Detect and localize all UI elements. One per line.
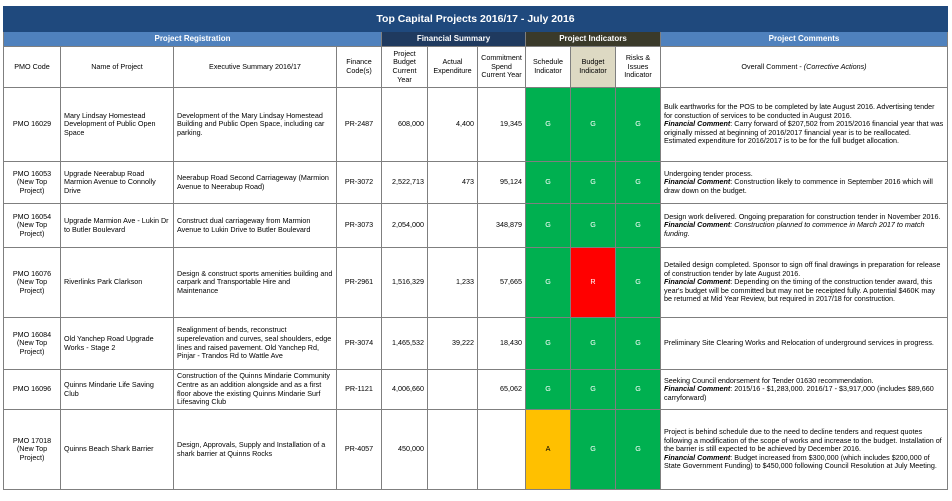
financial-comment-label: Financial Comment xyxy=(664,277,731,287)
project-budget-cell: 4,006,660 xyxy=(382,370,428,410)
project-budget-cell: 1,516,329 xyxy=(382,248,428,318)
actual-expenditure-cell xyxy=(428,410,478,490)
col-budget-indicator: Budget Indicator xyxy=(571,47,616,88)
project-budget-cell: 608,000 xyxy=(382,88,428,162)
group-project-indicators: Project Indicators xyxy=(526,32,661,47)
financial-comment-text: : Carry forward of $207,502 from 2015/2016 financial year that was originally missed at beginning of 2016/2017 financial year is to be reallocated. Estimated expenditure for 2016/2017 is to be for the full budget allocation. xyxy=(664,119,944,146)
col-risks-indicator: Risks & Issues Indicator xyxy=(616,47,661,88)
risks-indicator: G xyxy=(616,410,661,490)
col-actual-expenditure: Actual Expenditure xyxy=(428,47,478,88)
finance-code-cell: PR-4057 xyxy=(337,410,382,490)
corrective-actions-label: (Corrective Actions) xyxy=(803,61,867,71)
table-row xyxy=(4,88,948,162)
executive-summary-cell: Development of the Mary Lindsay Homestead Building and Public Open Space, including car parking. xyxy=(174,88,337,162)
pmo-code-cell: PMO 16053 (New Top Project) xyxy=(4,162,61,204)
finance-code-cell: PR-2961 xyxy=(337,248,382,318)
project-name-cell: Upgrade Neerabup Road Marmion Avenue to Connolly Drive xyxy=(61,162,174,204)
commitment-spend-cell: 18,430 xyxy=(478,318,526,370)
table-row xyxy=(4,248,948,318)
overall-comment-cell xyxy=(661,370,948,410)
overall-comment-cell xyxy=(661,318,948,370)
pmo-code-cell: PMO 16054 (New Top Project) xyxy=(4,204,61,248)
project-name-cell: Riverlinks Park Clarkson xyxy=(61,248,174,318)
overall-comment-cell xyxy=(661,204,948,248)
col-commitment-spend: Commitment Spend Current Year xyxy=(478,47,526,88)
risks-indicator: G xyxy=(616,88,661,162)
project-budget-cell: 450,000 xyxy=(382,410,428,490)
report-title: Top Capital Projects 2016/17 - July 2016 xyxy=(4,7,948,32)
pmo-code-cell: PMO 16029 xyxy=(4,88,61,162)
financial-comment-text: : Construction likely to commence in September 2016 which will draw down on the budget. xyxy=(664,177,933,195)
finance-code-cell: PR-3073 xyxy=(337,204,382,248)
budget-indicator: R xyxy=(571,248,616,318)
financial-comment-label: Financial Comment xyxy=(664,452,731,462)
budget-indicator: G xyxy=(571,88,616,162)
actual-expenditure-cell xyxy=(428,370,478,410)
financial-comment-label: Financial Comment xyxy=(664,177,731,187)
schedule-indicator: G xyxy=(526,370,571,410)
schedule-indicator: G xyxy=(526,88,571,162)
col-overall-comment xyxy=(661,47,948,88)
overall-comment-label: Overall Comment - xyxy=(741,61,804,71)
finance-code-cell: PR-3072 xyxy=(337,162,382,204)
schedule-indicator: G xyxy=(526,318,571,370)
project-name-cell: Quinns Beach Shark Barrier xyxy=(61,410,174,490)
actual-expenditure-cell xyxy=(428,204,478,248)
group-financial-summary: Financial Summary xyxy=(382,32,526,47)
executive-summary-cell: Construction of the Quinns Mindarie Community Centre as an addition alongside and as a first floor above the existing Quinns Mindarie Surf Lifesaving Club xyxy=(174,370,337,410)
commitment-spend-cell: 19,345 xyxy=(478,88,526,162)
project-name-cell: Old Yanchep Road Upgrade Works - Stage 2 xyxy=(61,318,174,370)
project-rows xyxy=(4,88,948,490)
col-executive-summary: Executive Summary 2016/17 xyxy=(174,47,337,88)
financial-comment-label: Financial Comment xyxy=(664,384,731,394)
risks-indicator: G xyxy=(616,318,661,370)
budget-indicator: G xyxy=(571,162,616,204)
pmo-code-cell: PMO 16084 (New Top Project) xyxy=(4,318,61,370)
project-name-cell: Mary Lindsay Homestead Development of Public Open Space xyxy=(61,88,174,162)
executive-summary-cell: Neerabup Road Second Carriageway (Marmion Avenue to Neerabup Road) xyxy=(174,162,337,204)
comment-text: Seeking Council endorsement for Tender 01630 recommendation. xyxy=(664,375,874,385)
commitment-spend-cell: 57,665 xyxy=(478,248,526,318)
comment-text: Undergoing tender process. xyxy=(664,168,753,178)
risks-indicator: G xyxy=(616,370,661,410)
finance-code-cell: PR-1121 xyxy=(337,370,382,410)
financial-comment-label: Financial Comment xyxy=(664,119,731,129)
project-budget-cell: 1,465,532 xyxy=(382,318,428,370)
col-finance-code: Finance Code(s) xyxy=(337,47,382,88)
pmo-code-cell: PMO 17018 (New Top Project) xyxy=(4,410,61,490)
executive-summary-cell: Construct dual carriageway from Marmion Avenue to Lukin Drive to Butler Boulevard xyxy=(174,204,337,248)
comment-text: Design work delivered. Ongoing preparation for construction tender in November 2016. xyxy=(664,211,941,221)
pmo-code-cell: PMO 16096 xyxy=(4,370,61,410)
executive-summary-cell: Design, Approvals, Supply and Installation of a shark barrier at Quinns Rocks xyxy=(174,410,337,490)
risks-indicator: G xyxy=(616,248,661,318)
actual-expenditure-cell: 4,400 xyxy=(428,88,478,162)
schedule-indicator: A xyxy=(526,410,571,490)
schedule-indicator: G xyxy=(526,162,571,204)
overall-comment-cell xyxy=(661,162,948,204)
schedule-indicator: G xyxy=(526,204,571,248)
overall-comment-cell xyxy=(661,410,948,490)
project-name-cell: Upgrade Marmion Ave - Lukin Dr to Butler Boulevard xyxy=(61,204,174,248)
financial-comment-label: Financial Comment xyxy=(664,220,731,230)
executive-summary-cell: Realignment of bends, reconstruct superelevation and curves, seal shoulders, edge lines and raised pavement. Old Yanchep Rd, Pinjar - Trandos Rd to Wattle Ave xyxy=(174,318,337,370)
financial-comment-text: : 2015/16 - $1,283,000. 2016/17 - $3,917,000 (includes $89,660 carryforward) xyxy=(664,384,934,402)
table-row xyxy=(4,162,948,204)
schedule-indicator: G xyxy=(526,248,571,318)
comment-text: Project is behind schedule due to the need to decline tenders and request quotes following a modification of the scope of works and increase to the budget. Installation of the barrier is still expected to be achieved by December 2016. xyxy=(664,426,942,454)
commitment-spend-cell xyxy=(478,410,526,490)
actual-expenditure-cell: 473 xyxy=(428,162,478,204)
finance-code-cell: PR-2487 xyxy=(337,88,382,162)
risks-indicator: G xyxy=(616,162,661,204)
comment-text: Bulk earthworks for the POS to be completed by late August 2016. Advertising tender for constuction of services to be conducted in August 2016. xyxy=(664,101,935,120)
report-container xyxy=(3,6,947,490)
budget-indicator: G xyxy=(571,318,616,370)
budget-indicator: G xyxy=(571,370,616,410)
financial-comment-text: : Budget increased from $300,000 (which includes $200,000 of State Government Funding) to $450,000 following Council Resolution at July Meeting. xyxy=(664,452,937,471)
col-project-name: Name of Project xyxy=(61,47,174,88)
capital-projects-table xyxy=(3,6,948,490)
group-project-registration: Project Registration xyxy=(4,32,382,47)
project-name-cell: Quinns Mindarie Life Saving Club xyxy=(61,370,174,410)
col-project-budget: Project Budget Current Year xyxy=(382,47,428,88)
financial-comment-text: : Depending on the timing of the construction tender award, this year's budget will be committed but may not be receipted fully. A potential $460K may be returned at Mid Year Review, but required in 2017/18 for construction. xyxy=(664,277,935,304)
table-row xyxy=(4,204,948,248)
overall-comment-cell xyxy=(661,88,948,162)
finance-code-cell: PR-3074 xyxy=(337,318,382,370)
pmo-code-cell: PMO 16076 (New Top Project) xyxy=(4,248,61,318)
actual-expenditure-cell: 39,222 xyxy=(428,318,478,370)
comment-text: Preliminary Site Clearing Works and Relocation of underground services in progress. xyxy=(664,338,934,348)
budget-indicator: G xyxy=(571,410,616,490)
risks-indicator: G xyxy=(616,204,661,248)
project-budget-cell: 2,522,713 xyxy=(382,162,428,204)
commitment-spend-cell: 95,124 xyxy=(478,162,526,204)
actual-expenditure-cell: 1,233 xyxy=(428,248,478,318)
commitment-spend-cell: 348,879 xyxy=(478,204,526,248)
col-schedule-indicator: Schedule Indicator xyxy=(526,47,571,88)
comment-text: Detailed design completed. Sponsor to sign off final drawings in preparation for release of construction tender by late August 2016. xyxy=(664,259,941,278)
budget-indicator: G xyxy=(571,204,616,248)
executive-summary-cell: Design & construct sports amenities building and carpark and Transportable Hire and Maintenance xyxy=(174,248,337,318)
project-budget-cell: 2,054,000 xyxy=(382,204,428,248)
overall-comment-cell xyxy=(661,248,948,318)
commitment-spend-cell: 65,062 xyxy=(478,370,526,410)
financial-comment-text: : Construction planned to commence in March 2017 to match funding. xyxy=(664,220,925,238)
table-row xyxy=(4,318,948,370)
group-project-comments: Project Comments xyxy=(661,32,948,47)
table-row xyxy=(4,370,948,410)
table-row xyxy=(4,410,948,490)
col-pmo-code: PMO Code xyxy=(4,47,61,88)
